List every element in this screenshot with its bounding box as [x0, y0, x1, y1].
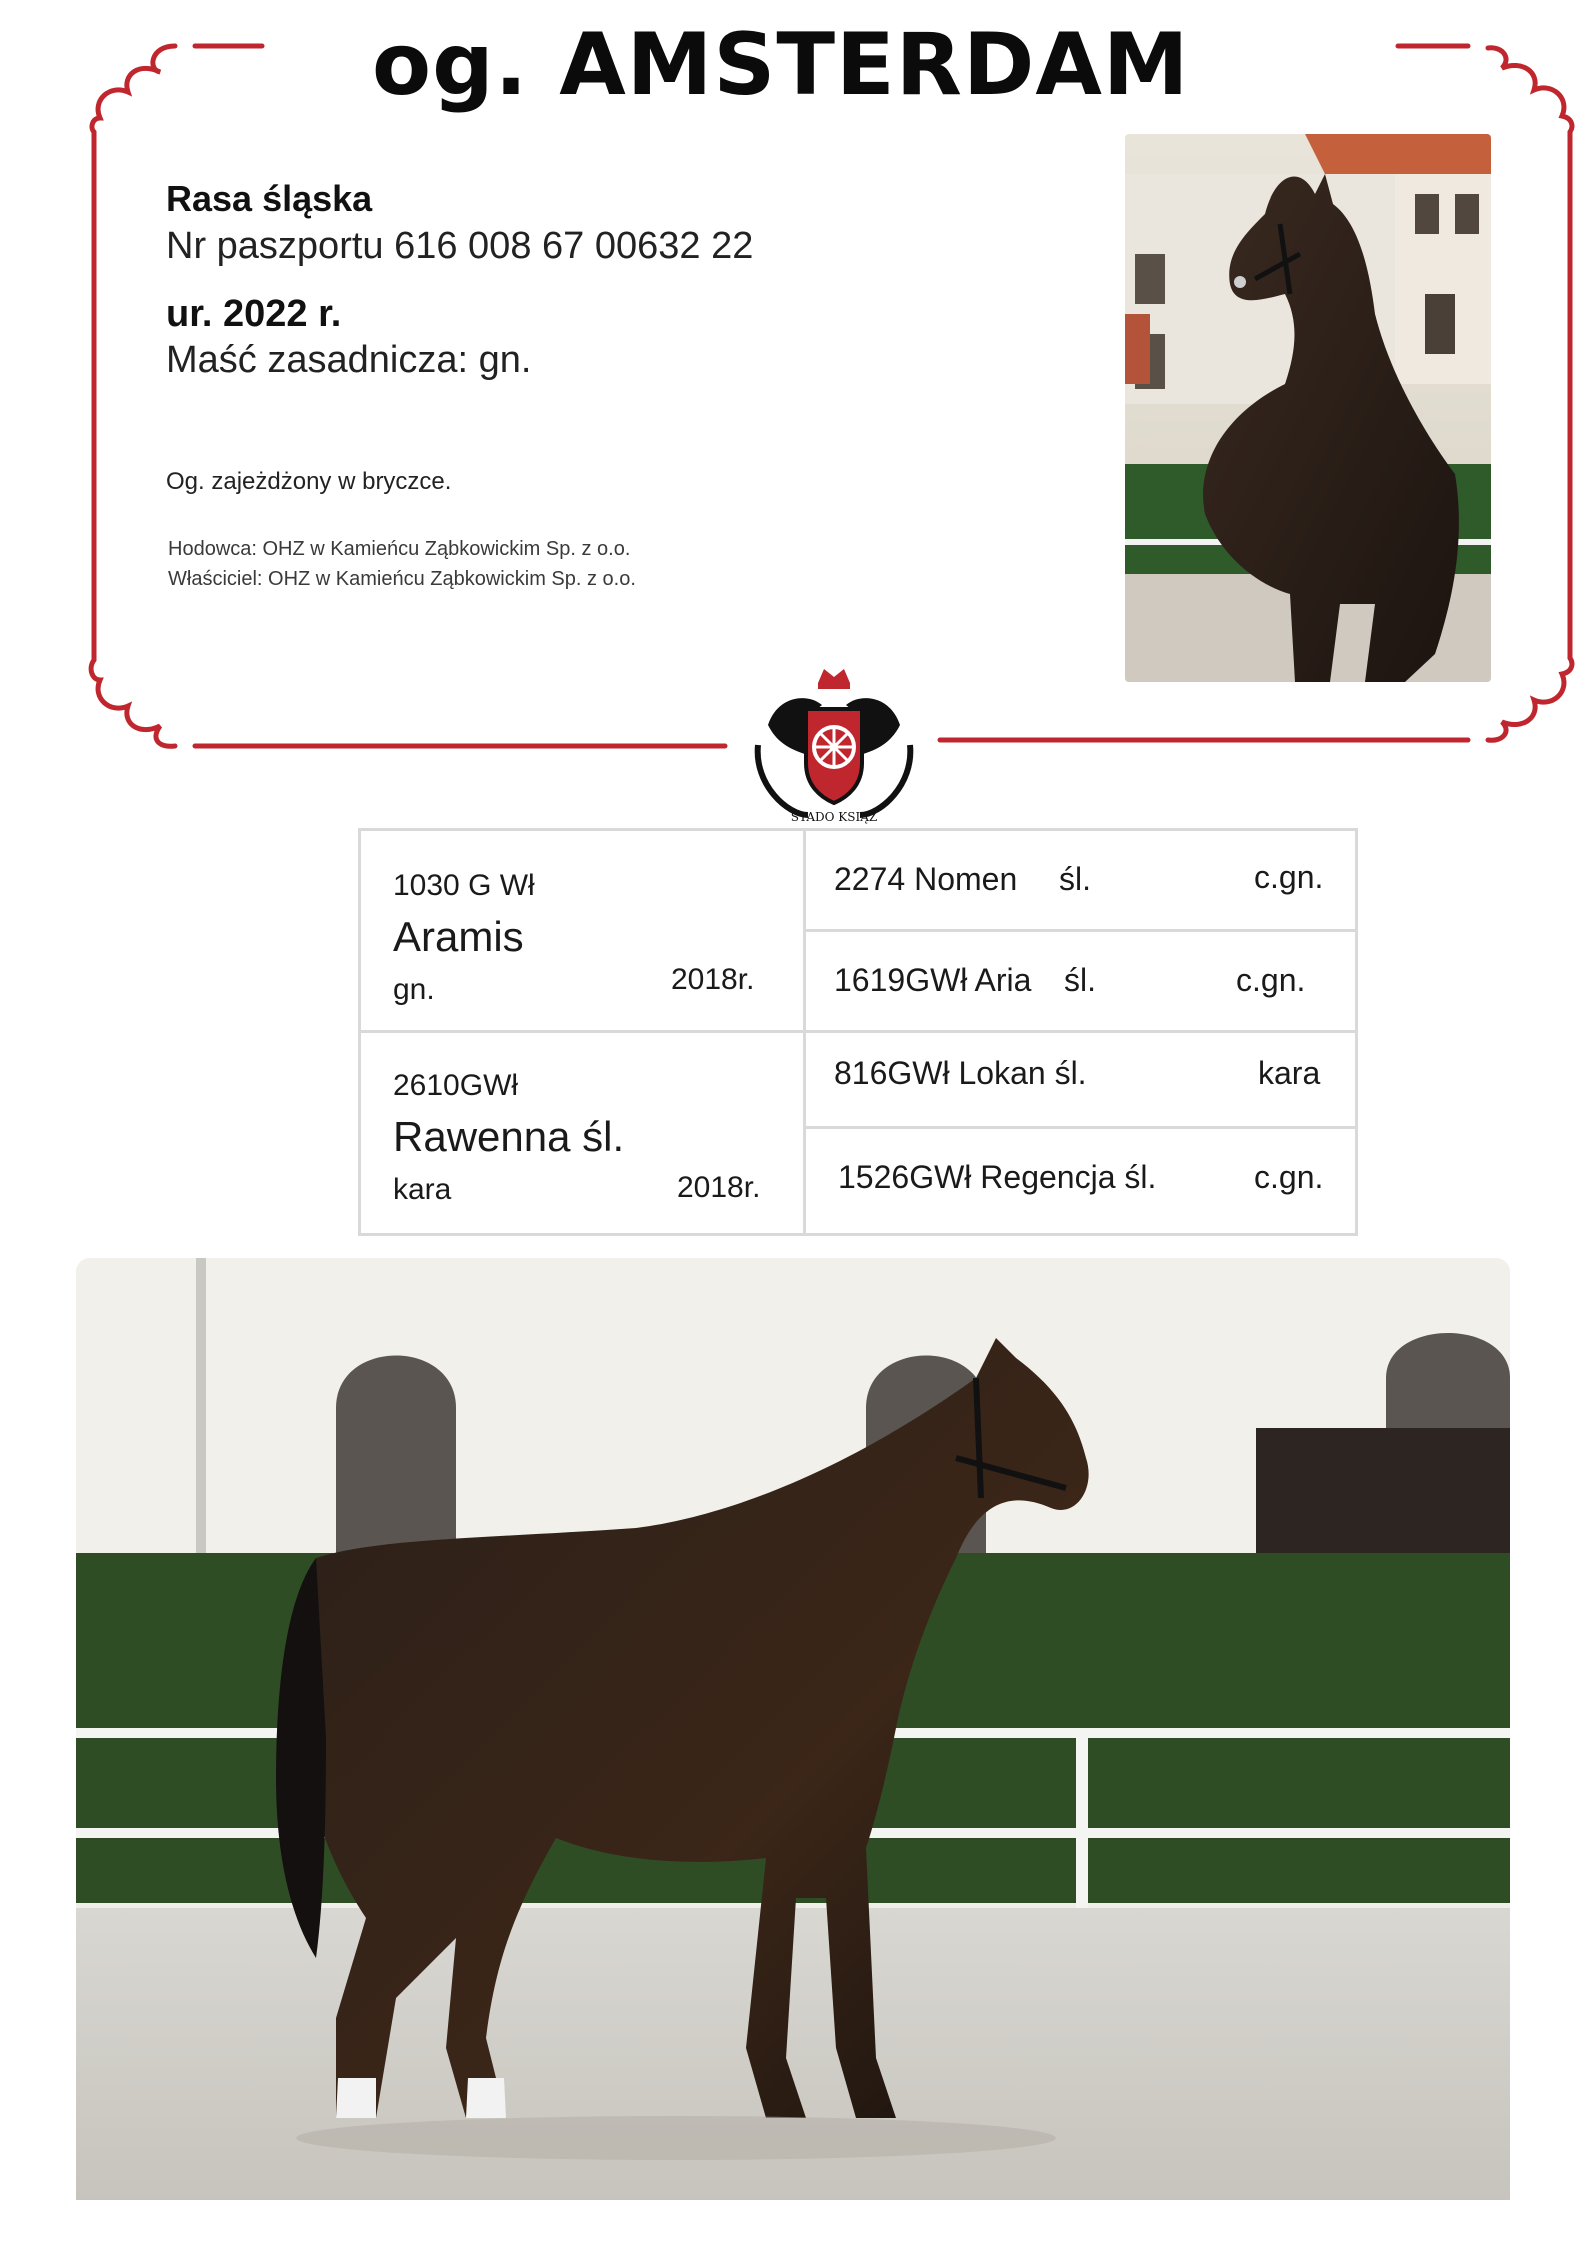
dam-year: 2018r.: [677, 1171, 761, 1204]
pedigree-table: [358, 828, 1358, 1236]
grandparent-breed: śl.: [1064, 962, 1096, 998]
breeder: Hodowca: OHZ w Kamieńcu Ząbkowickim Sp. z o.o.: [168, 538, 631, 560]
logo-text: STADO KSIĄŻ: [790, 810, 878, 824]
page-title: og. AMSTERDAM: [372, 15, 1190, 115]
dam-number: 2610GWł: [393, 1069, 519, 1102]
grandparent-row: [804, 930, 1355, 1033]
horse-info: [166, 178, 1046, 382]
grandparent-row: [804, 1127, 1355, 1233]
grandparent-color: kara: [1258, 1055, 1321, 1091]
dam-name: Rawenna śl.: [393, 1113, 625, 1160]
breeder-owner: [168, 534, 636, 594]
sire-color: gn.: [393, 973, 435, 1006]
grandparent-row: [804, 1031, 1355, 1129]
grandparent-color: c.gn.: [1236, 962, 1306, 998]
grandparent-color: c.gn.: [1254, 859, 1324, 895]
grandparent-name: 1526GWł Regencja śl.: [838, 1159, 1157, 1195]
dam-color: kara: [393, 1173, 452, 1206]
grandparent-name: 1619GWł Aria: [834, 962, 1032, 998]
sire-year: 2018r.: [671, 963, 755, 996]
sire-name: Aramis: [393, 913, 524, 960]
coat-color: Maść zasadnicza: gn.: [166, 338, 532, 381]
birth-year: ur. 2022 r.: [166, 293, 342, 336]
sire-number: 1030 G Wł: [393, 869, 535, 902]
training-note: Og. zajeżdżony w bryczce.: [166, 468, 452, 495]
grandparent-row: [804, 831, 1355, 932]
grandparent-name: 816GWł Lokan śl.: [834, 1055, 1087, 1091]
owner: Właściciel: OHZ w Kamieńcu Ząbkowickim Sp. z o.o.: [168, 568, 636, 590]
grandparent-name: 2274 Nomen: [834, 861, 1018, 897]
grandparent-color: c.gn.: [1254, 1159, 1324, 1195]
horse-portrait-photo: [1125, 134, 1491, 682]
sire-cell: [361, 831, 806, 1033]
breed: Rasa śląska: [166, 178, 373, 219]
passport-number: Nr paszportu 616 008 67 00632 22: [166, 225, 754, 268]
grandparent-breed: śl.: [1059, 861, 1091, 897]
dam-cell: [361, 1031, 806, 1233]
stud-crest-logo: [748, 665, 920, 825]
horse-side-photo: [76, 1258, 1510, 2200]
